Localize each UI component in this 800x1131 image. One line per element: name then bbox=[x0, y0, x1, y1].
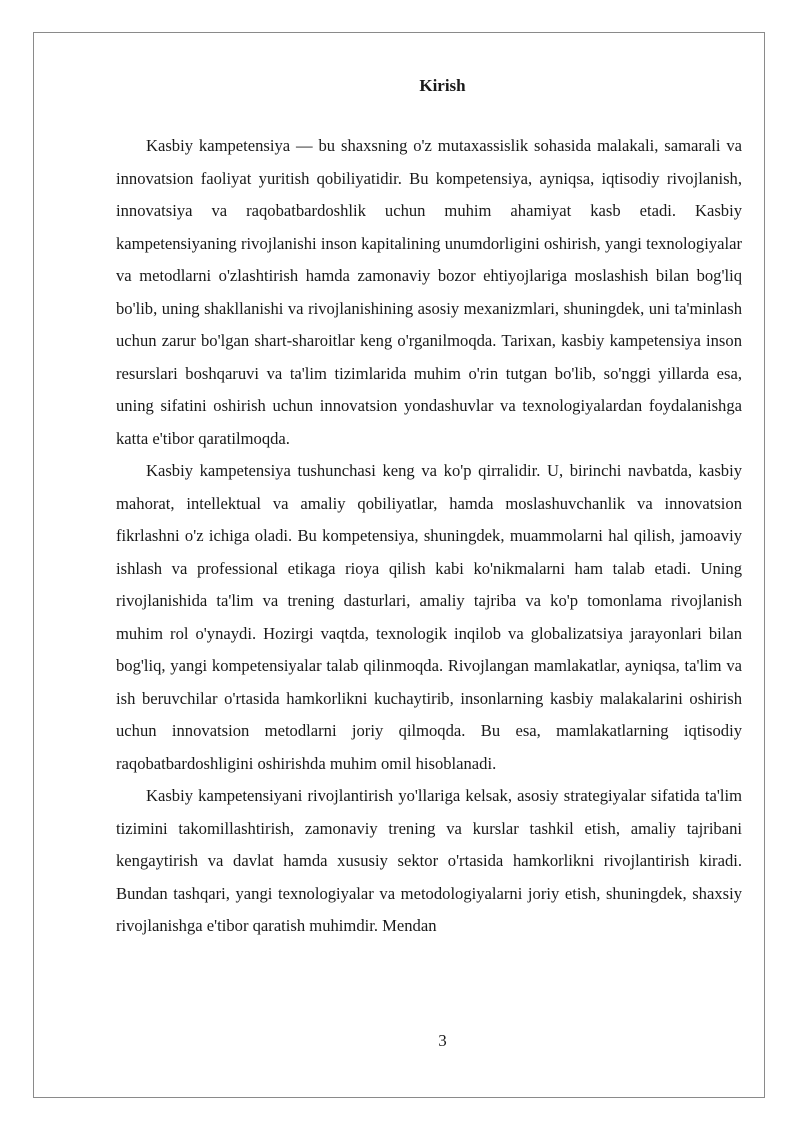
paragraph: Kasbiy kampetensiya — bu shaxsning o'z mutaxassislik sohasida malakali, samarali va innovatsion faoliyat yuritish qobiliyatidir. Bu kompetensiya, ayniqsa, iqtisodiy rivojlanish, innovatsiya va raqobatbardoshlik uchun muhim ahamiyat kasb etadi. Kasbiy kampetensiyaning rivojlanishi inson kapitalining unumdorligini oshirish, yangi texnologiyalar va metodlarni o'zlashtirish hamda zamonaviy bozor ehtiyojlariga moslashish bilan bog'liq bo'lib, uning shakllanishi va rivojlanishining asosiy mexanizmlari, shuningdek, uni ta'minlash uchun zarur bo'lgan shart-sharoitlar keng o'rganilmoqda. Tarixan, kasbiy kampetensiya inson resurslari boshqaruvi va ta'lim tizimlarida muhim o'rin tutgan bo'lib, so'nggi yillarda esa, uning sifatini oshirish uchun innovatsion yondashuvlar va texnologiyalardan foydalanishga katta e'tibor qaratilmoqda. bbox=[116, 136, 742, 448]
page-number: 3 bbox=[438, 1031, 447, 1050]
page-title: Kirish bbox=[419, 76, 466, 95]
body-text bbox=[116, 130, 742, 943]
paragraph: Kasbiy kampetensiyani rivojlantirish yo'llariga kelsak, asosiy strategiyalar sifatida ta'lim tizimini takomillashtirish, zamonaviy trening va kurslar tashkil etish, amaliy tajribani kengaytirish va davlat hamda xususiy sektor o'rtasida hamkorlikni rivojlantirish kiradi. Bundan tashqari, yangi texnologiyalar va metodologiyalarni joriy etish, shuningdek, shaxsiy rivojlanishga e'tibor qaratish muhimdir. Mendan bbox=[116, 786, 742, 935]
paragraph: Kasbiy kampetensiya tushunchasi keng va ko'p qirralidir. U, birinchi navbatda, kasbiy mahorat, intellektual va amaliy qobiliyatlar, hamda moslashuvchanlik va innovatsion fikrlashni o'z ichiga oladi. Bu kompetensiya, shuningdek, muammolarni hal qilish, jamoaviy ishlash va professional etikaga rioya qilish kabi ko'nikmalarni ham talab etadi. Uning rivojlanishida ta'lim va trening dasturlari, amaliy tajriba va ko'p tomonlama rivojlanish muhim rol o'ynaydi. Hozirgi vaqtda, texnologik inqilob va globalizatsiya jarayonlari bilan bog'liq, yangi kompetensiyalar talab qilinmoqda. Rivojlangan mamlakatlar, ayniqsa, ta'lim va ish beruvchilar o'rtasida hamkorlikni kuchaytirib, insonlarning kasbiy malakalarini oshirish uchun innovatsion metodlarni joriy qilmoqda. Bu esa, mamlakatlarning iqtisodiy raqobatbardoshligini oshirishda muhim omil hisoblanadi. bbox=[116, 461, 742, 773]
